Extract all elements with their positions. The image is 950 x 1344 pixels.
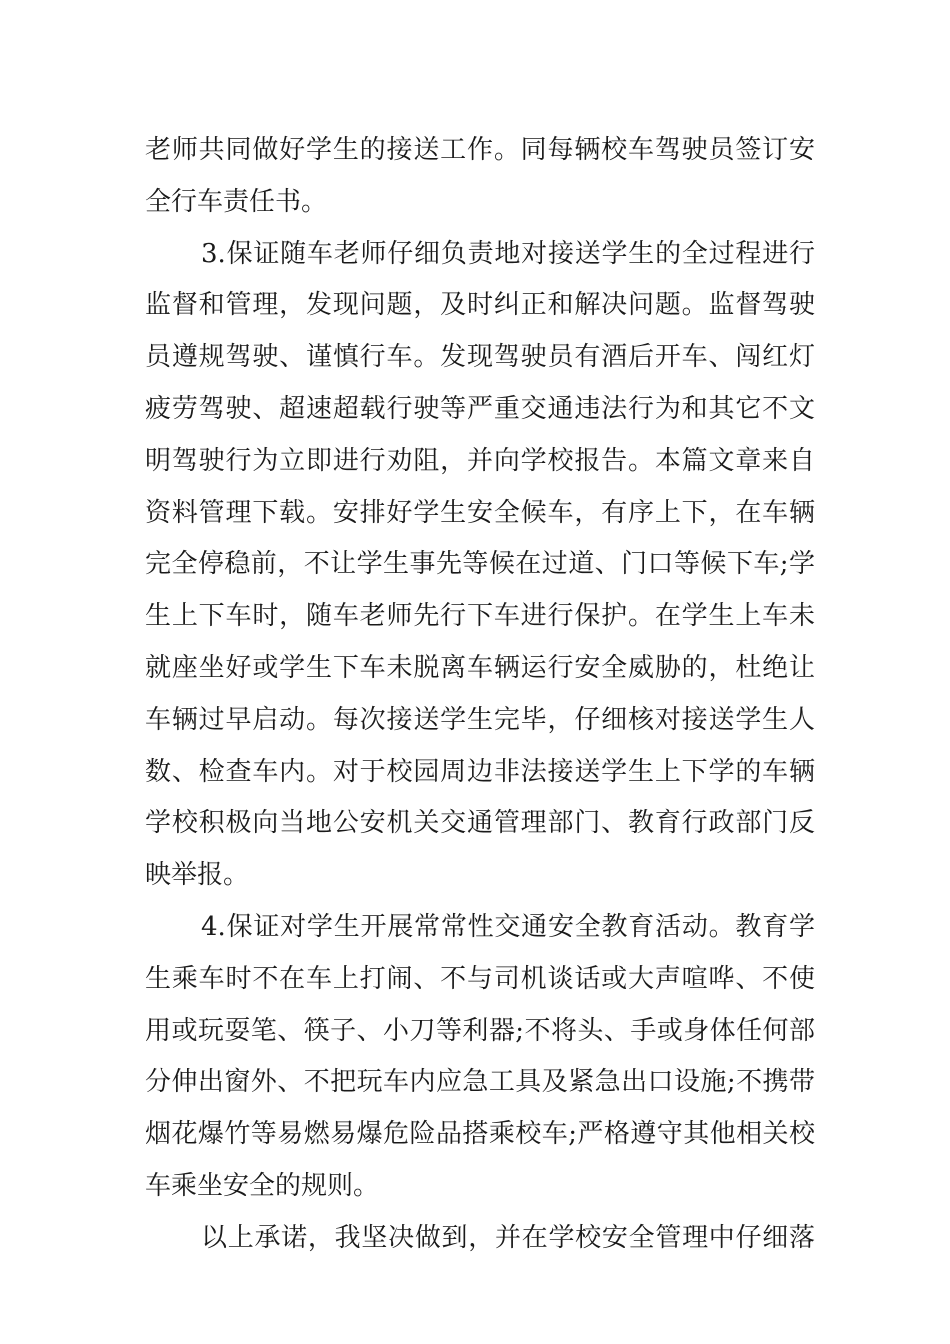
text-line: 数、检查车内。对于校园周边非法接送学生上下学的车辆 [145, 756, 815, 787]
text-line: 员遵规驾驶、谨慎行车。发现驾驶员有酒后开车、闯红灯 [145, 342, 815, 373]
text-line: 用或玩耍笔、筷子、小刀等利器;不将头、手或身体任何部 [145, 1015, 815, 1046]
text-line: 老师共同做好学生的接送工作。同每辆校车驾驶员签订安 [145, 135, 815, 165]
text-line: 疲劳驾驶、超速超载行驶等严重交通违法行为和其它不文 [145, 393, 815, 424]
text-line: 就座坐好或学生下车未脱离车辆运行安全威胁的，杜绝让 [145, 652, 815, 683]
text-line: 车乘坐安全的规则。 [145, 1170, 380, 1201]
text-line: 监督和管理，发现问题，及时纠正和解决问题。监督驾驶 [145, 290, 815, 321]
paragraph-4-start: 4.保证对学生开展常常性交通安全教育活动。教育学 [201, 911, 815, 942]
text-line: 明驾驶行为立即进行劝阻，并向学校报告。本篇文章来自 [145, 445, 815, 476]
text-line: 完全停稳前，不让学生事先等候在过道、门口等候下车;学 [145, 549, 815, 580]
text-line: 烟花爆竹等易燃易爆危险品搭乘校车;严格遵守其他相关校 [145, 1119, 815, 1150]
text-line: 车辆过早启动。每次接送学生完毕，仔细核对接送学生人 [145, 704, 815, 735]
paragraph-5-start: 以上承诺，我坚决做到，并在学校安全管理中仔细落 [201, 1222, 815, 1253]
text-line: 学校积极向当地公安机关交通管理部门、教育行政部门反 [145, 808, 815, 839]
text-line: 资料管理下载。安排好学生安全候车，有序上下，在车辆 [145, 497, 815, 528]
text-line: 全行车责任书。 [145, 186, 328, 217]
paragraph-3-start: 3.保证随车老师仔细负责地对接送学生的全过程进行 [201, 238, 815, 269]
text-line: 生乘车时不在车上打闹、不与司机谈话或大声喧哗、不使 [145, 963, 815, 994]
text-line: 生上下车时，随车老师先行下车进行保护。在学生上车未 [145, 601, 815, 632]
document-body [145, 125, 815, 1265]
text-line: 映举报。 [145, 860, 250, 891]
text-line: 分伸出窗外、不把玩车内应急工具及紧急出口设施;不携带 [145, 1067, 815, 1098]
